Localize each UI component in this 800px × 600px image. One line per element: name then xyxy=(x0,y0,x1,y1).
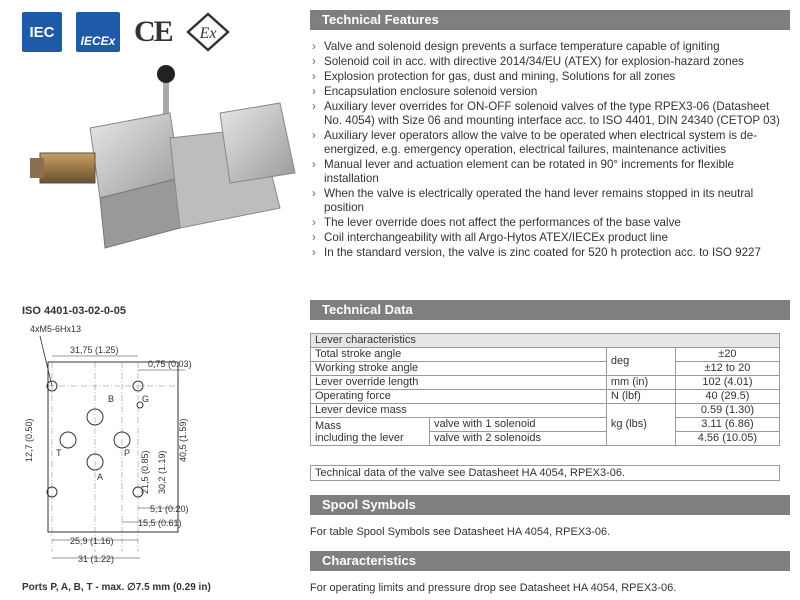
chevron-right-icon: › xyxy=(312,158,316,171)
feature-item xyxy=(310,246,790,260)
cell-label: Working stroke angle xyxy=(311,362,607,376)
characteristics-note: For operating limits and pressure drop see Datasheet HA 4054, RPEX3-06. xyxy=(310,582,677,594)
ports-label: Ports P, A, B, T - max. ∅7.5 mm (0.29 in) xyxy=(22,582,211,593)
right-column xyxy=(310,0,790,600)
cell-sub-label: valve with 1 solenoid xyxy=(430,418,607,432)
ce-logo: CE xyxy=(134,15,172,48)
feature-item xyxy=(310,158,790,186)
table-row xyxy=(311,362,780,376)
table-header-row xyxy=(311,334,780,348)
feature-text: Auxiliary lever operators allow the valve to be operated when electrical system is de-energized, e.g. emergency operation, electrical failures, maintenance activities xyxy=(324,129,758,156)
port-g-label: G xyxy=(142,394,150,404)
cell-unit: deg xyxy=(606,348,675,376)
dim-right-1: 40,5 (1.59) xyxy=(178,418,188,462)
table-row xyxy=(311,390,780,404)
cell-value: 40 (29.5) xyxy=(675,390,779,404)
cell-value: 102 (4.01) xyxy=(675,376,779,390)
feature-text: Manual lever and actuation element can be rotated in 90° increments for flexible installation xyxy=(324,158,735,185)
feature-item xyxy=(310,129,790,157)
feature-text: Encapsulation enclosure solenoid version xyxy=(324,85,538,98)
port-t-label: T xyxy=(56,448,62,458)
certification-logos xyxy=(22,10,230,54)
left-column xyxy=(0,0,300,600)
feature-item xyxy=(310,70,790,84)
chevron-right-icon: › xyxy=(312,231,316,244)
technical-features-header: Technical Features xyxy=(310,10,790,30)
feature-item xyxy=(310,216,790,230)
feature-item xyxy=(310,85,790,99)
table-row xyxy=(311,376,780,390)
chevron-right-icon: › xyxy=(312,70,316,83)
technical-note: Technical data of the valve see Datasheet HA 4054, RPEX3-06. xyxy=(310,465,780,481)
chevron-right-icon: › xyxy=(312,40,316,53)
product-image xyxy=(20,58,300,278)
mass-label-2: including the lever xyxy=(315,431,404,444)
mass-label-1: Mass xyxy=(315,419,342,432)
table-row xyxy=(311,348,780,362)
cell-value: ±12 to 20 xyxy=(675,362,779,376)
lever-characteristics-table xyxy=(310,333,780,446)
iso-standard-label: ISO 4401-03-02-0-05 xyxy=(22,305,126,317)
cell-value: 0.59 (1.30) xyxy=(675,404,779,418)
cell-value: 3.11 (6.86) xyxy=(675,418,779,432)
chevron-right-icon: › xyxy=(312,129,316,142)
dim-bottom-3: 25,9 (1.16) xyxy=(70,536,114,546)
dim-bottom-4: 31 (1.22) xyxy=(78,554,115,564)
cell-label: Total stroke angle xyxy=(311,348,607,362)
port-b-label: B xyxy=(108,394,115,404)
dim-left: 12,7 (0.50) xyxy=(24,418,34,462)
dim-bottom-2: 15,5 (0.61) xyxy=(138,518,182,528)
mounting-interface-drawing xyxy=(20,322,230,580)
feature-item xyxy=(310,187,790,215)
feature-item xyxy=(310,100,790,128)
chevron-right-icon: › xyxy=(312,246,316,259)
feature-item xyxy=(310,231,790,245)
feature-text: Explosion protection for gas, dust and mining, Solutions for all zones xyxy=(324,70,676,83)
spool-symbols-header: Spool Symbols xyxy=(310,495,790,515)
feature-text: Auxiliary lever overrides for ON-OFF solenoid valves of the type RPEX3-06 (Datasheet No. 4054) with Size 06 and mounting interface acc. to ISO 4401, DIN 24340 (CETOP 03) xyxy=(324,100,780,127)
feature-text: Coil interchangeability with all Argo-Hytos ATEX/IECEx product line xyxy=(324,231,668,244)
thread-label: 4xM5-6Hx13 xyxy=(30,324,82,334)
cell-label xyxy=(311,418,430,446)
iec-logo: IEC xyxy=(22,12,62,52)
table-header: Lever characteristics xyxy=(311,334,780,348)
feature-item xyxy=(310,55,790,69)
chevron-right-icon: › xyxy=(312,100,316,113)
dim-mid-1: 30,2 (1.19) xyxy=(157,450,167,494)
cell-label: Operating force xyxy=(311,390,607,404)
iecex-logo: IECEx xyxy=(76,12,120,52)
atex-ex-text: Ex xyxy=(199,25,217,42)
features-list xyxy=(310,40,790,261)
feature-text: The lever override does not affect the performances of the base valve xyxy=(324,216,681,229)
cell-value: ±20 xyxy=(675,348,779,362)
dim-top-2: 0,75 (0.03) xyxy=(148,359,192,369)
table-row xyxy=(311,404,780,418)
chevron-right-icon: › xyxy=(312,85,316,98)
table-row xyxy=(311,418,780,432)
dim-mid-2: 21,5 (0.85) xyxy=(140,450,150,494)
chevron-right-icon: › xyxy=(312,55,316,68)
feature-text: Valve and solenoid design prevents a surface temperature capable of igniting xyxy=(324,40,720,53)
dim-bottom-1: 5,1 (0.20) xyxy=(150,504,189,514)
cell-sub-label: valve with 2 solenoids xyxy=(430,432,607,446)
feature-text: In the standard version, the valve is zinc coated for 520 h protection acc. to ISO 9227 xyxy=(324,246,761,259)
feature-item xyxy=(310,40,790,54)
atex-ex-logo xyxy=(186,12,230,52)
cell-unit: mm (in) xyxy=(606,376,675,390)
port-a-label: A xyxy=(97,472,104,482)
characteristics-header: Characteristics xyxy=(310,551,790,571)
dim-top-1: 31,75 (1.25) xyxy=(70,345,119,355)
feature-text: When the valve is electrically operated the hand lever remains stopped in its neutral position xyxy=(324,187,754,214)
cell-unit: kg (lbs) xyxy=(606,404,675,446)
chevron-right-icon: › xyxy=(312,187,316,200)
port-p-label: P xyxy=(124,448,131,458)
cell-value: 4.56 (10.05) xyxy=(675,432,779,446)
chevron-right-icon: › xyxy=(312,216,316,229)
cell-label: Lever device mass xyxy=(311,404,607,418)
spool-note: For table Spool Symbols see Datasheet HA 4054, RPEX3-06. xyxy=(310,526,611,538)
cell-label: Lever override length xyxy=(311,376,607,390)
feature-text: Solenoid coil in acc. with directive 2014/34/EU (ATEX) for explosion-hazard zones xyxy=(324,55,744,68)
cell-unit: N (lbf) xyxy=(606,390,675,404)
technical-data-header: Technical Data xyxy=(310,300,790,320)
